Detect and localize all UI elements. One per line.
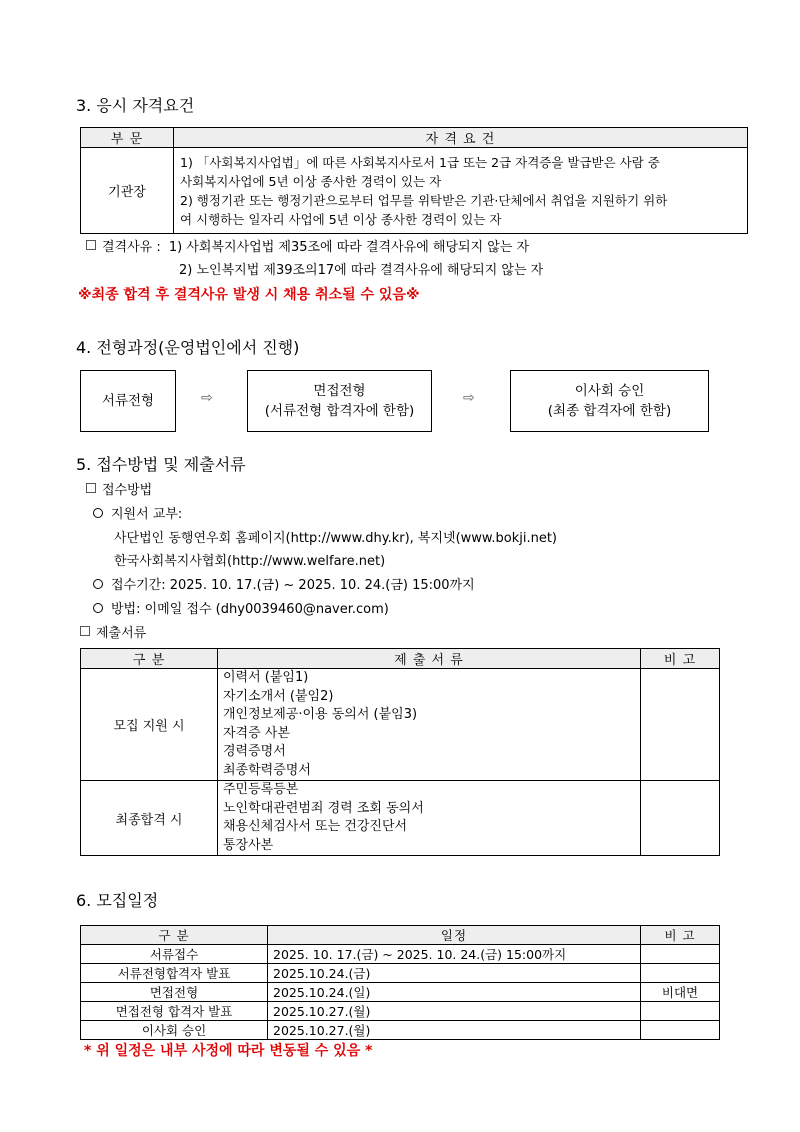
right-arrow-icon: ⇨ bbox=[463, 390, 475, 406]
header-division: 부 문 bbox=[81, 128, 174, 148]
schedule-label: 이사회 승인 bbox=[81, 1021, 268, 1040]
document-item: 이력서 (붙임1) bbox=[223, 670, 309, 685]
requirement-line: 1) 「사회복지사업법」에 따른 사회복지사로서 1급 또는 2급 자격증을 발급받은 사람 중 bbox=[180, 154, 660, 170]
header-requirements: 자 격 요 건 bbox=[174, 128, 748, 148]
header-schedule: 일정 bbox=[268, 926, 641, 945]
schedule-note bbox=[641, 1002, 720, 1021]
step-interview bbox=[247, 370, 432, 432]
document-item: 경력증명서 bbox=[223, 744, 286, 759]
disqualification-label: 결격사유 : bbox=[102, 240, 161, 255]
schedule-note bbox=[641, 945, 720, 964]
note-cell bbox=[641, 781, 720, 856]
disqualification-block bbox=[86, 236, 529, 255]
schedule-date: 2025. 10. 17.(금) ~ 2025. 10. 24.(금) 15:00까지 bbox=[268, 945, 641, 964]
header-category: 구 분 bbox=[81, 649, 218, 669]
step-sublabel: (서류전형 합격자에 한함) bbox=[264, 403, 415, 419]
disqualification-item-1: 1) 사회복지사업법 제35조에 따라 결격사유에 해당되지 않는 자 bbox=[168, 240, 530, 255]
document-item: 최종학력증명서 bbox=[223, 762, 311, 778]
qualification-table bbox=[80, 127, 748, 234]
schedule-date: 2025.10.27.(월) bbox=[268, 1002, 641, 1021]
requirement-line: 여 시행하는 일자리 사업에 5년 이상 종사한 경력이 있는 자 bbox=[180, 211, 502, 227]
section-6-title: 6. 모집일정 bbox=[76, 891, 159, 910]
checkbox-square-icon bbox=[80, 626, 90, 636]
row-label-application: 모집 지원 시 bbox=[81, 669, 218, 781]
schedule-label: 면접전형 합격자 발표 bbox=[81, 1002, 268, 1021]
schedule-label: 서류전형합격자 발표 bbox=[81, 964, 268, 983]
documents-heading bbox=[80, 622, 146, 641]
application-method-item bbox=[93, 598, 389, 617]
schedule-label: 면접전형 bbox=[81, 983, 268, 1002]
disqualification-item-2: 2) 노인복지법 제39조의17에 따라 결격사유에 해당되지 않는 자 bbox=[179, 263, 544, 278]
checkbox-square-icon bbox=[86, 483, 96, 493]
document-item: 자격증 사본 bbox=[223, 725, 290, 741]
bullet-circle-icon bbox=[93, 508, 103, 518]
document-item: 통장사본 bbox=[223, 837, 274, 853]
schedule-note: 비대면 bbox=[641, 983, 720, 1002]
section-5-title: 5. 접수방법 및 제출서류 bbox=[76, 455, 246, 474]
requirement-line: 2) 행정기관 또는 행정기관으로부터 업무를 위탁받은 기관·단체에서 취업을 지원하기 위하 bbox=[180, 192, 668, 208]
row-label-director: 기관장 bbox=[81, 148, 174, 234]
document-item: 채용신체검사서 또는 건강진단서 bbox=[223, 819, 408, 834]
header-documents: 제 출 서 류 bbox=[218, 649, 641, 669]
note-cell bbox=[641, 669, 720, 781]
requirement-line: 사회복지사업에 5년 이상 종사한 경력이 있는 자 bbox=[180, 173, 442, 189]
document-item: 개인정보제공·이용 동의서 (붙임3) bbox=[223, 707, 418, 722]
step-board-approval bbox=[510, 370, 709, 432]
schedule-change-notice: * 위 일정은 내부 사정에 따라 변동될 수 있음 * bbox=[84, 1043, 373, 1059]
schedule-label: 서류접수 bbox=[81, 945, 268, 964]
method-label: 접수방법 bbox=[102, 483, 153, 498]
checkbox-square-icon bbox=[86, 240, 96, 250]
docs-label: 제출서류 bbox=[96, 626, 147, 641]
step-label: 서류전형 bbox=[101, 393, 155, 409]
step-label: 면접전형 bbox=[313, 383, 366, 399]
cancellation-notice: ※최종 합격 후 결격사유 발생 시 채용 취소될 수 있음※ bbox=[78, 287, 420, 303]
header-note: 비 고 bbox=[641, 649, 720, 669]
document-item: 노인학대관련범죄 경력 조회 동의서 bbox=[223, 800, 424, 816]
application-period-item bbox=[93, 574, 475, 593]
application-form-item bbox=[93, 503, 182, 522]
step-label: 이사회 승인 bbox=[574, 383, 645, 399]
section-4-title: 4. 전형과정(운영법인에서 진행) bbox=[76, 338, 300, 357]
schedule-note bbox=[641, 1021, 720, 1040]
header-category: 구 분 bbox=[81, 926, 268, 945]
schedule-date: 2025.10.27.(월) bbox=[268, 1021, 641, 1040]
schedule-table bbox=[80, 925, 720, 1040]
item-text: 접수기간: 2025. 10. 17.(금) ~ 2025. 10. 24.(금) 15:00까지 bbox=[111, 578, 475, 593]
schedule-note bbox=[641, 964, 720, 983]
schedule-date: 2025.10.24.(일) bbox=[268, 983, 641, 1002]
schedule-date: 2025.10.24.(금) bbox=[268, 964, 641, 983]
bullet-circle-icon bbox=[93, 579, 103, 589]
step-document-screening bbox=[80, 370, 176, 432]
document-item: 자기소개서 (붙임2) bbox=[223, 688, 334, 704]
step-sublabel: (최종 합격자에 한함) bbox=[547, 403, 672, 419]
website-line-2: 한국사회복지사협회(http://www.welfare.net) bbox=[114, 554, 386, 569]
header-note: 비 고 bbox=[641, 926, 720, 945]
application-method-heading bbox=[86, 479, 152, 498]
document-item: 주민등록등본 bbox=[223, 782, 299, 797]
bullet-circle-icon bbox=[93, 603, 103, 613]
documents-table bbox=[80, 648, 720, 856]
item-text: 방법: 이메일 접수 (dhy0039460@naver.com) bbox=[111, 602, 389, 617]
item-text: 지원서 교부: bbox=[111, 507, 183, 522]
website-line-1: 사단법인 동행연우회 홈페이지(http://www.dhy.kr), 복지넷(www.bokji.net) bbox=[114, 531, 558, 546]
right-arrow-icon: ⇨ bbox=[201, 390, 213, 406]
row-label-final: 최종합격 시 bbox=[81, 781, 218, 856]
section-3-title: 3. 응시 자격요건 bbox=[76, 96, 195, 115]
